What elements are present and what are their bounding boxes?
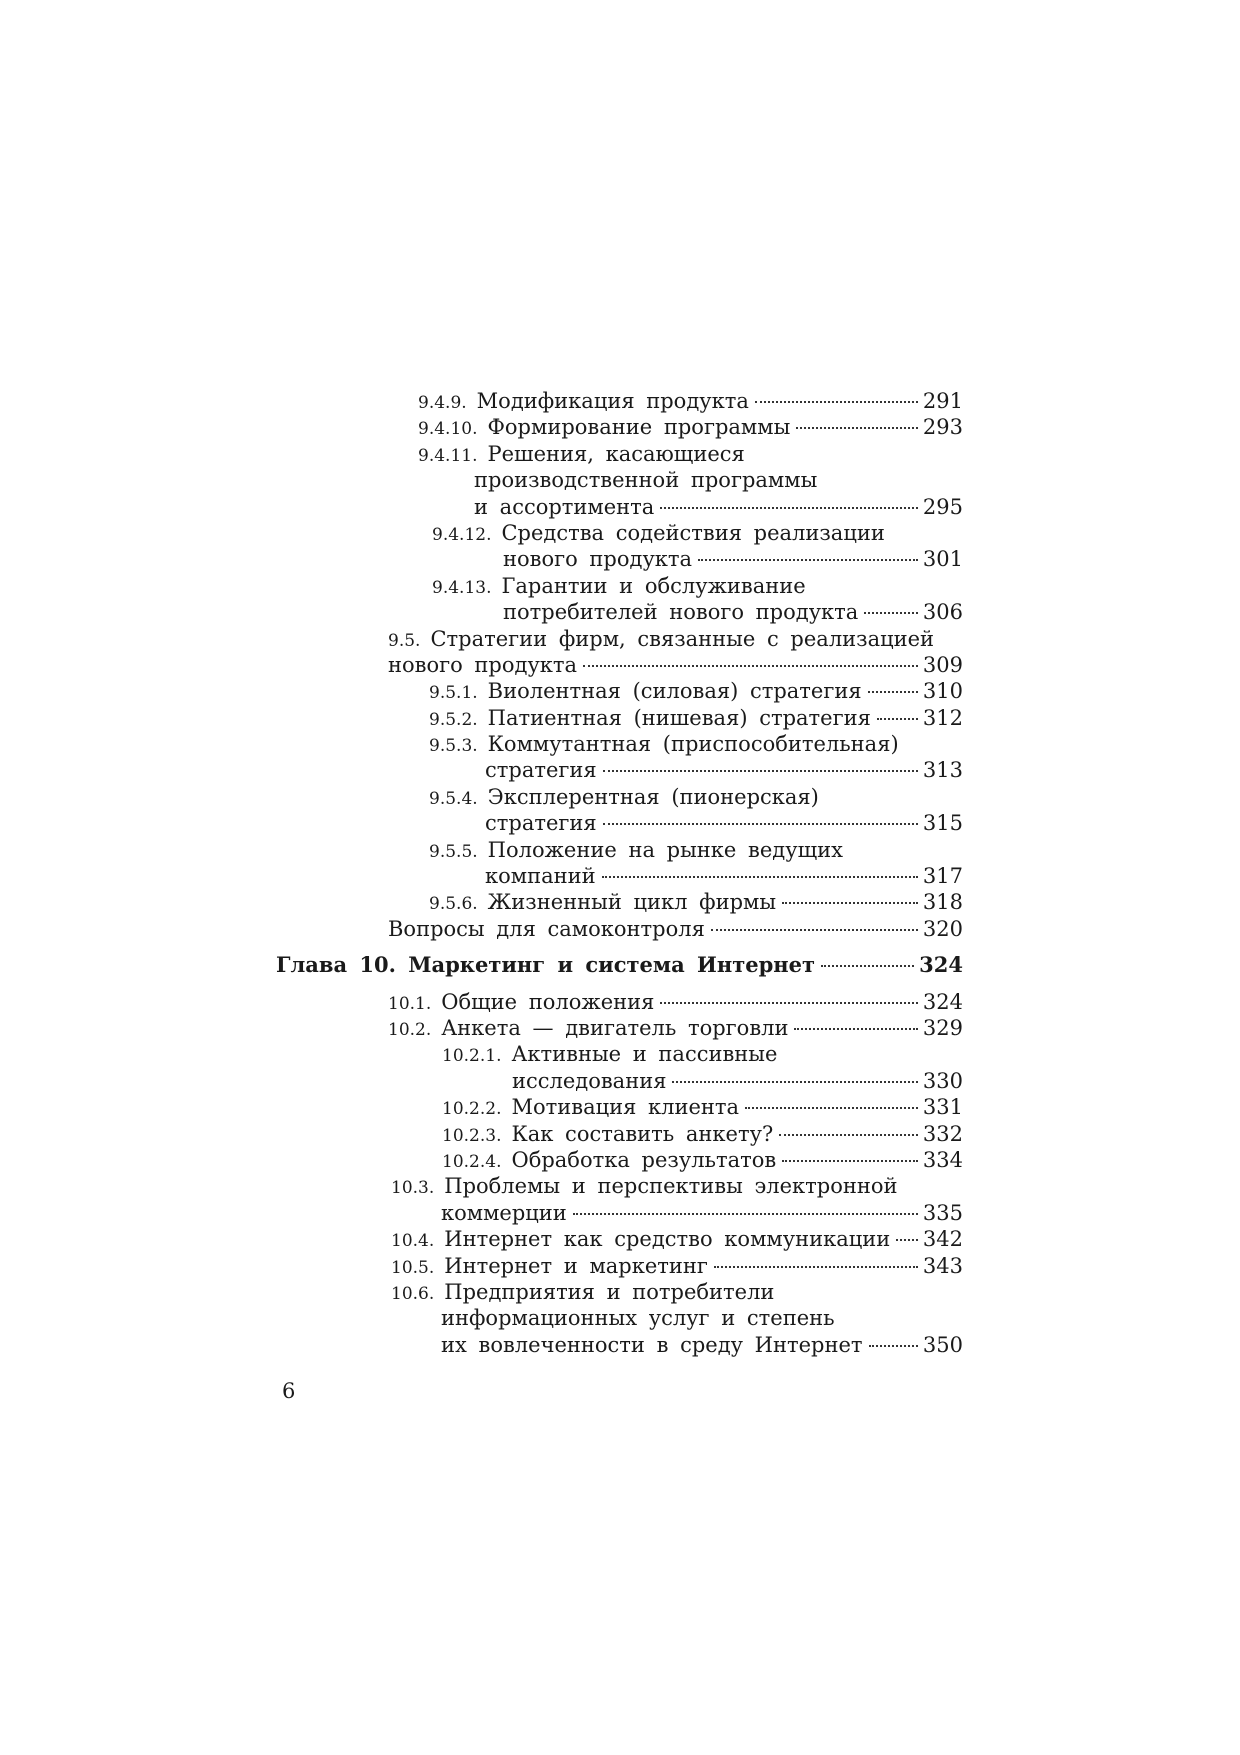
- dot-leader: [583, 665, 918, 667]
- section-title: компаний: [485, 864, 596, 889]
- toc-line: [276, 1200, 963, 1226]
- page-ref: 313: [922, 758, 963, 783]
- dot-leader: [660, 507, 918, 509]
- toc-line: [276, 1332, 963, 1358]
- page-ref: 310: [922, 679, 963, 704]
- section-title: стратегия: [485, 811, 597, 836]
- toc-entry: [276, 520, 963, 573]
- page-ref: 301: [922, 547, 963, 572]
- dot-leader: [896, 1239, 918, 1241]
- toc-line: [276, 652, 963, 678]
- section-title: Жизненный цикл фирмы: [487, 890, 777, 915]
- dot-leader: [755, 401, 918, 403]
- toc-line: [276, 705, 963, 731]
- toc-line: [276, 889, 963, 915]
- toc-entry: [276, 1226, 963, 1252]
- page-ref: 291: [922, 389, 963, 413]
- toc-line: [276, 520, 963, 546]
- toc-line: [276, 441, 963, 467]
- toc-entry: [276, 626, 963, 679]
- toc-line: [276, 810, 963, 836]
- section-title: Эксплерентная (пионерская): [487, 784, 819, 809]
- toc-line: [276, 678, 963, 704]
- section-title: Решения, касающиеся: [487, 441, 745, 466]
- dot-leader: [868, 691, 918, 693]
- page-number: 6: [282, 1379, 296, 1403]
- section-number: 10.2.4.: [442, 1151, 502, 1172]
- toc-entry: [276, 916, 963, 942]
- dot-leader: [864, 612, 918, 614]
- section-title: коммерции: [441, 1200, 567, 1225]
- section-title: их вовлеченности в среду Интернет: [441, 1332, 863, 1357]
- section-number: 9.5.1.: [429, 683, 478, 704]
- toc-line: [276, 837, 963, 863]
- dot-leader: [782, 902, 918, 904]
- page-ref: 306: [922, 600, 963, 625]
- section-number: 10.2.1.: [442, 1046, 502, 1067]
- page-ref: 293: [922, 415, 963, 440]
- page-ref: 315: [922, 811, 963, 836]
- toc-line: [276, 1279, 963, 1305]
- dot-leader: [573, 1213, 918, 1215]
- page-ref: 350: [922, 1332, 963, 1357]
- toc-entry: [276, 889, 963, 915]
- toc-line: [276, 1173, 963, 1199]
- dot-leader: [877, 718, 918, 720]
- section-title: стратегия: [485, 758, 597, 783]
- page-ref: 330: [922, 1068, 963, 1093]
- page-ref: 335: [922, 1200, 963, 1225]
- toc-line: [276, 1041, 963, 1067]
- page-ref: 295: [922, 494, 963, 519]
- toc-entry: [276, 837, 963, 890]
- toc-entry: [276, 784, 963, 837]
- page-ref: 343: [922, 1253, 963, 1278]
- section-title: Интернет как средство коммуникации: [444, 1227, 891, 1252]
- section-number: 9.5.3.: [429, 736, 478, 757]
- page-ref: 334: [922, 1147, 963, 1172]
- section-number: 9.4.9.: [418, 393, 467, 413]
- toc-line: [276, 1147, 963, 1173]
- section-title: Анкета — двигатель торговли: [441, 1015, 789, 1040]
- section-title: Обработка результатов: [511, 1147, 777, 1172]
- page-ref: 332: [922, 1121, 963, 1146]
- section-title: Глава 10. Маркетинг и система Интернет: [276, 952, 816, 978]
- toc-line: [276, 573, 963, 599]
- toc-line: [276, 1094, 963, 1120]
- toc-line: [276, 467, 963, 493]
- toc-entry: [276, 1121, 963, 1147]
- toc-line: [276, 1015, 963, 1041]
- toc-line: [276, 952, 963, 978]
- toc-line: [276, 388, 963, 414]
- section-number: 9.4.13.: [432, 577, 492, 598]
- dot-leader: [603, 823, 918, 825]
- toc-line: [276, 414, 963, 440]
- section-number: 9.5.4.: [429, 788, 478, 809]
- section-number: 10.5.: [391, 1257, 435, 1278]
- section-title: Гарантии и обслуживание: [501, 573, 806, 598]
- section-title: Формирование программы: [487, 415, 791, 440]
- toc-entry: [276, 388, 963, 414]
- section-number: 10.1.: [388, 993, 432, 1014]
- section-number: 9.4.10.: [418, 419, 478, 440]
- dot-leader: [660, 1002, 918, 1004]
- table-of-contents: [276, 388, 963, 1358]
- toc-line: [276, 1253, 963, 1279]
- toc-line: [276, 494, 963, 520]
- page-ref: 324: [922, 989, 963, 1014]
- section-title: Интернет и маркетинг: [444, 1253, 708, 1278]
- page-ref: 342: [922, 1227, 963, 1252]
- section-title: Виолентная (силовая) стратегия: [487, 679, 862, 704]
- section-title: Патиентная (нишевая) стратегия: [487, 705, 871, 730]
- section-title: производственной программы: [474, 468, 818, 493]
- toc-chapter-entry: [276, 952, 963, 978]
- toc-line: [276, 546, 963, 572]
- section-title: и ассортимента: [474, 494, 655, 519]
- page-ref: 324: [919, 952, 963, 978]
- dot-leader: [745, 1107, 918, 1109]
- toc-entry: [276, 678, 963, 704]
- section-title: Вопросы для самоконтроля: [388, 916, 705, 941]
- toc-entry: [276, 1094, 963, 1120]
- toc-line: [276, 731, 963, 757]
- section-title: Проблемы и перспективы электронной: [444, 1174, 898, 1199]
- section-number: 9.4.12.: [432, 524, 492, 545]
- toc-entry: [276, 1147, 963, 1173]
- section-title: исследования: [512, 1068, 667, 1093]
- section-number: 10.6.: [391, 1283, 435, 1304]
- section-title: Коммутантная (приспособительная): [487, 732, 899, 757]
- page-ref: 312: [922, 705, 963, 730]
- dot-leader: [779, 1134, 918, 1136]
- toc-entry: [276, 1041, 963, 1094]
- dot-leader: [869, 1345, 918, 1347]
- page-ref: 317: [922, 864, 963, 889]
- section-title: потребителей нового продукта: [503, 600, 859, 625]
- section-title: нового продукта: [388, 652, 578, 677]
- dot-leader: [782, 1160, 918, 1162]
- toc-entry: [276, 1173, 963, 1226]
- section-title: Средства содействия реализации: [501, 520, 885, 545]
- dot-leader: [711, 929, 918, 931]
- toc-line: [276, 1068, 963, 1094]
- section-number: 10.2.3.: [442, 1125, 502, 1146]
- dot-leader: [698, 559, 918, 561]
- dot-leader: [672, 1081, 917, 1083]
- page-ref: 318: [922, 890, 963, 915]
- section-number: 10.3.: [391, 1178, 435, 1199]
- section-title: Модификация продукта: [476, 389, 749, 413]
- section-number: 9.4.11.: [418, 445, 478, 466]
- page-ref: 309: [922, 652, 963, 677]
- toc-line: [276, 757, 963, 783]
- toc-line: [276, 863, 963, 889]
- section-title: Мотивация клиента: [511, 1095, 740, 1120]
- toc-entry: [276, 1279, 963, 1358]
- toc-entry: [276, 441, 963, 520]
- section-number: 9.5.: [388, 630, 421, 651]
- section-title: информационных услуг и степень: [441, 1306, 835, 1331]
- dot-leader: [603, 770, 918, 772]
- dot-leader: [796, 427, 918, 429]
- dot-leader: [714, 1266, 918, 1268]
- toc-entry: [276, 573, 963, 626]
- toc-line: [276, 599, 963, 625]
- toc-entry: [276, 989, 963, 1015]
- toc-entry: [276, 1253, 963, 1279]
- section-number: 9.5.5.: [429, 841, 478, 862]
- toc-line: [276, 916, 963, 942]
- section-number: 10.2.: [388, 1019, 432, 1040]
- section-title: нового продукта: [503, 547, 693, 572]
- toc-line: [276, 784, 963, 810]
- dot-leader: [602, 876, 918, 878]
- section-title: Предприятия и потребители: [444, 1279, 775, 1304]
- section-number: 10.2.2.: [442, 1099, 502, 1120]
- section-number: 9.5.2.: [429, 709, 478, 730]
- page-ref: 320: [922, 916, 963, 941]
- section-title: Положение на рынке ведущих: [487, 837, 843, 862]
- dot-leader: [794, 1028, 917, 1030]
- page-ref: 329: [922, 1015, 963, 1040]
- toc-entry: [276, 731, 963, 784]
- section-title: Общие положения: [441, 989, 655, 1014]
- toc-line: [276, 989, 963, 1015]
- section-number: 9.5.6.: [429, 894, 478, 915]
- section-number: 10.4.: [391, 1231, 435, 1252]
- toc-entry: [276, 414, 963, 440]
- toc-entry: [276, 705, 963, 731]
- toc-line: [276, 1121, 963, 1147]
- dot-leader: [821, 965, 914, 967]
- toc-line: [276, 1226, 963, 1252]
- section-title: Активные и пассивные: [511, 1042, 778, 1067]
- toc-line: [276, 626, 963, 652]
- toc-line: [276, 1305, 963, 1331]
- section-title: Стратегии фирм, связанные с реализацией: [430, 626, 935, 651]
- section-title: Как составить анкету?: [511, 1121, 774, 1146]
- page-ref: 331: [922, 1095, 963, 1120]
- toc-entry: [276, 1015, 963, 1041]
